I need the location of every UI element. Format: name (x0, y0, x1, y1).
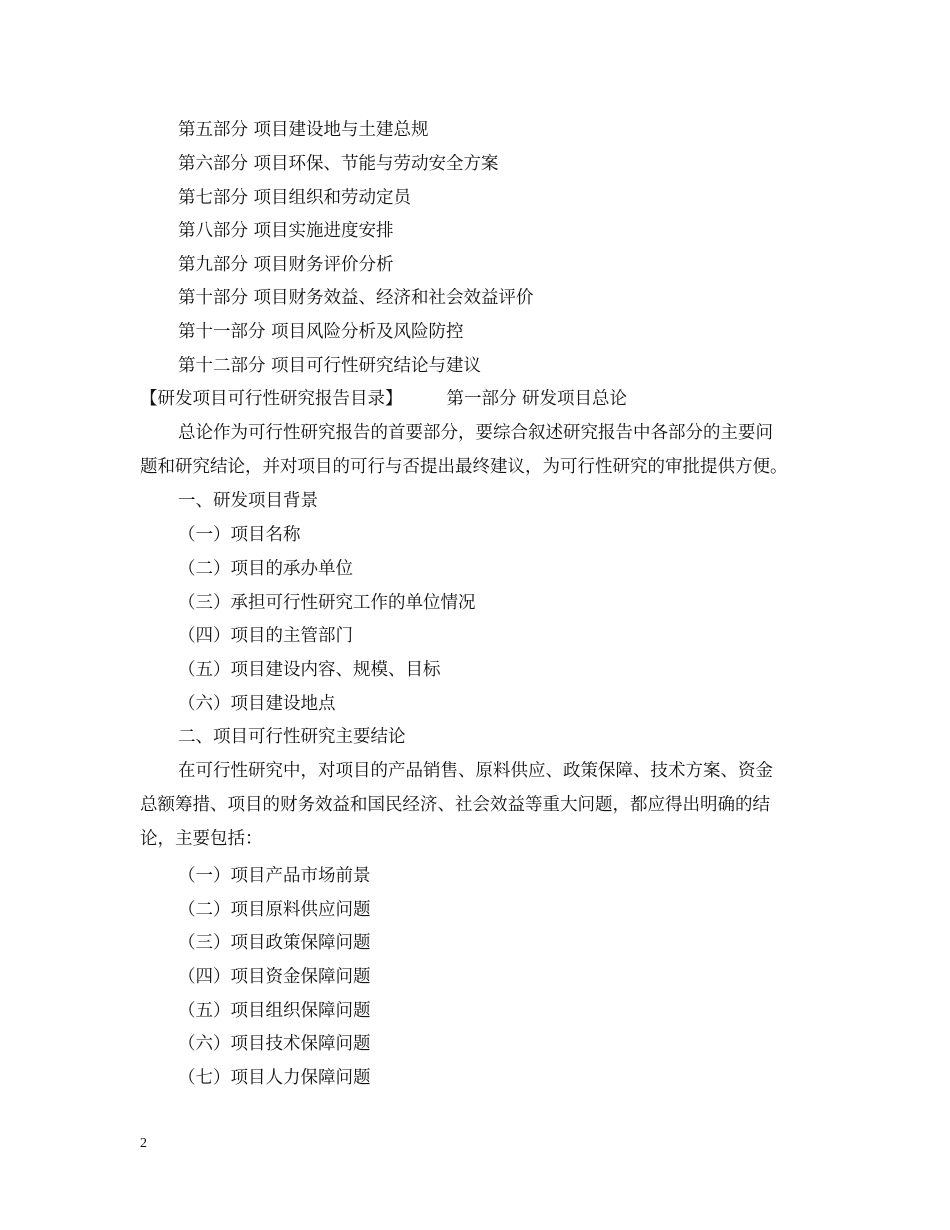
conclusion-item: （三）项目政策保障问题 (178, 933, 371, 953)
conclusion-item: （一）项目产品市场前景 (178, 866, 371, 886)
conclusion-item: （五）项目组织保障问题 (178, 1001, 371, 1021)
background-item: （六）项目建设地点 (178, 694, 336, 714)
toc-line-9: 第九部分 项目财务评价分析 (178, 255, 394, 275)
conclusion-item: （四）项目资金保障问题 (178, 967, 371, 987)
toc-line-8: 第八部分 项目实施进度安排 (178, 221, 394, 241)
toc-line-5: 第五部分 项目建设地与土建总规 (178, 120, 429, 140)
background-heading: 一、研发项目背景 (178, 491, 318, 511)
section-heading (140, 382, 820, 416)
conclusion-paragraph-line-2: 总额筹措、项目的财务效益和国民经济、社会效益等重大问题，都应得出明确的结 (140, 795, 770, 815)
conclusion-paragraph-line-3: 论，主要包括： (140, 829, 263, 849)
conclusion-item: （二）项目原料供应问题 (178, 900, 371, 920)
toc-line-7: 第七部分 项目组织和劳动定员 (178, 188, 412, 208)
toc-line-10: 第十部分 项目财务效益、经济和社会效益评价 (178, 288, 534, 308)
toc-line-6: 第六部分 项目环保、节能与劳动安全方案 (178, 154, 499, 174)
intro-paragraph-line-2: 题和研究结论，并对项目的可行与否提出最终建议，为可行性研究的审批提供方便。 (140, 457, 788, 477)
background-item: （二）项目的承办单位 (178, 559, 353, 579)
background-item: （五）项目建设内容、规模、目标 (178, 660, 441, 680)
toc-line-11: 第十一部分 项目风险分析及风险防控 (178, 322, 464, 342)
toc-line-12: 第十二部分 项目可行性研究结论与建议 (178, 356, 482, 376)
section-heading-left: 【研发项目可行性研究报告目录】 (140, 389, 403, 409)
conclusion-item: （七）项目人力保障问题 (178, 1068, 371, 1088)
intro-paragraph-line-1: 总论作为可行性研究报告的首要部分，要综合叙述研究报告中各部分的主要问 (178, 423, 773, 443)
conclusion-heading: 二、项目可行性研究主要结论 (178, 727, 406, 747)
background-item: （三）承担可行性研究工作的单位情况 (178, 593, 476, 613)
background-item: （一）项目名称 (178, 525, 301, 545)
conclusion-paragraph-line-1: 在可行性研究中，对项目的产品销售、原料供应、政策保障、技术方案、资金 (178, 761, 773, 781)
conclusion-item: （六）项目技术保障问题 (178, 1034, 371, 1054)
page-number: 2 (140, 1136, 147, 1151)
background-item: （四）项目的主管部门 (178, 626, 353, 646)
section-heading-right: 第一部分 研发项目总论 (446, 389, 628, 409)
